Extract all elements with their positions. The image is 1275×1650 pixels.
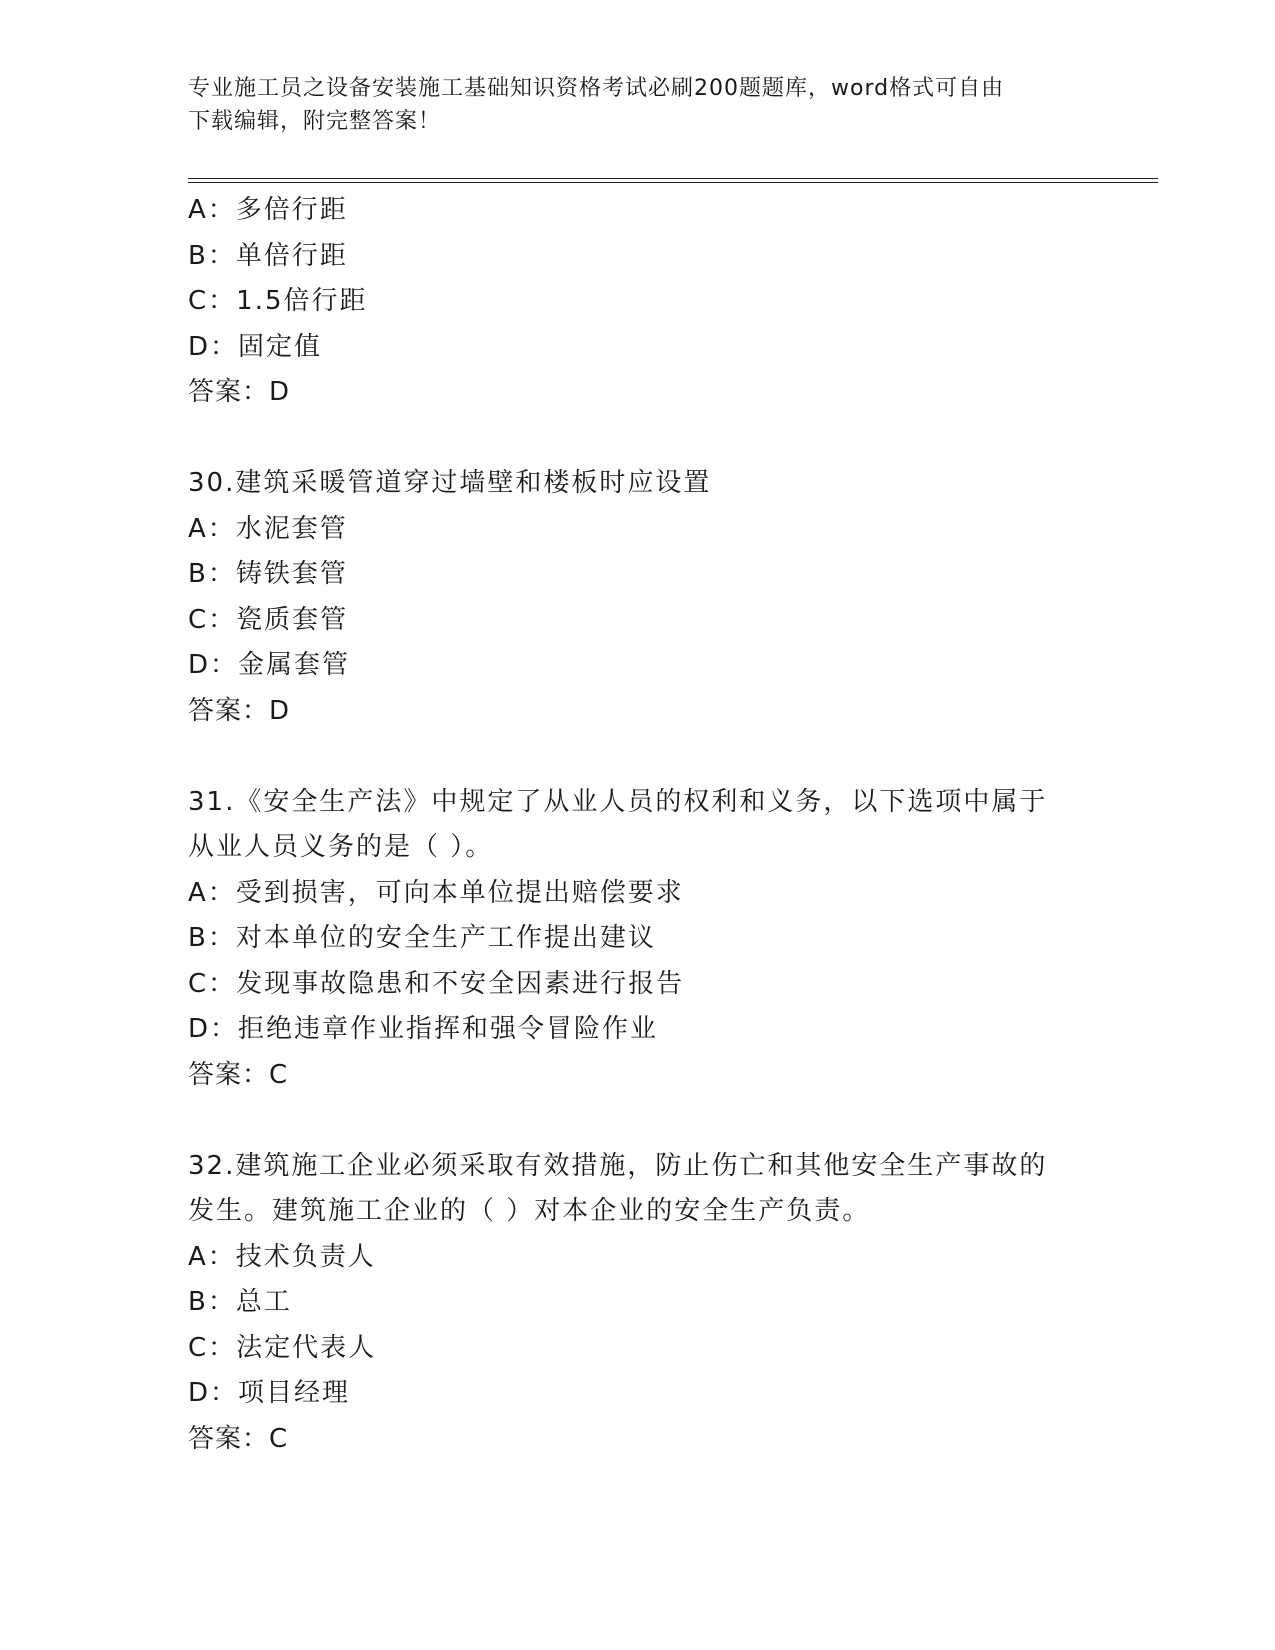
document-header [188, 72, 1068, 138]
answer-line: 答案：D [188, 377, 291, 407]
question-list [188, 188, 1088, 1462]
question-stem-line-2: 发生。建筑施工企业的（ ）对本企业的安全生产负责。 [188, 1196, 871, 1226]
header-title-line-1: 专业施工员之设备安装施工基础知识资格考试必刷200题题库，word格式可自由 [188, 76, 1005, 101]
question-block-31 [188, 780, 1088, 1099]
option-b: B：总工 [188, 1287, 292, 1317]
question-block-30 [188, 461, 1088, 734]
option-b: B：铸铁套管 [188, 559, 348, 589]
answer-line: 答案：D [188, 695, 291, 726]
option-d: D：金属套管 [188, 650, 351, 680]
option-b: B：单倍行距 [188, 240, 348, 271]
option-c: C：发现事故隐患和不安全因素进行报告 [188, 968, 685, 999]
option-c: C：1.5倍行距 [188, 286, 368, 316]
spacer [188, 1098, 1088, 1144]
header-title-line-2: 下载编辑，附完整答案！ [188, 109, 442, 134]
option-d: D：项目经理 [188, 1378, 351, 1408]
question-stem-line-1: 31.《安全生产法》中规定了从业人员的权利和义务，以下选项中属于 [188, 786, 1048, 817]
spacer [188, 416, 1088, 462]
option-d: D：拒绝违章作业指挥和强令冒险作业 [188, 1014, 659, 1044]
option-a: A：受到损害，可向本单位提出赔偿要求 [188, 877, 684, 908]
header-divider [188, 178, 1158, 183]
answer-line: 答案：C [188, 1423, 289, 1454]
question-block-32 [188, 1144, 1088, 1463]
option-a: A：技术负责人 [188, 1241, 376, 1272]
option-a: A：水泥套管 [188, 513, 348, 544]
option-c: C：瓷质套管 [188, 604, 349, 635]
question-stem-line-1: 32.建筑施工企业必须采取有效措施，防止伤亡和其他安全生产事故的 [188, 1150, 1048, 1181]
option-b: B：对本单位的安全生产工作提出建议 [188, 923, 656, 953]
option-d: D：固定值 [188, 331, 323, 362]
spacer [188, 734, 1088, 780]
question-stem-line-2: 从业人员义务的是（ ）。 [188, 832, 494, 862]
option-a: A：多倍行距 [188, 195, 348, 225]
answer-line: 答案：C [188, 1059, 289, 1090]
question-block-partial [188, 188, 1088, 416]
option-c: C：法定代表人 [188, 1332, 377, 1363]
question-stem: 30.建筑采暖管道穿过墙壁和楼板时应设置 [188, 468, 712, 498]
